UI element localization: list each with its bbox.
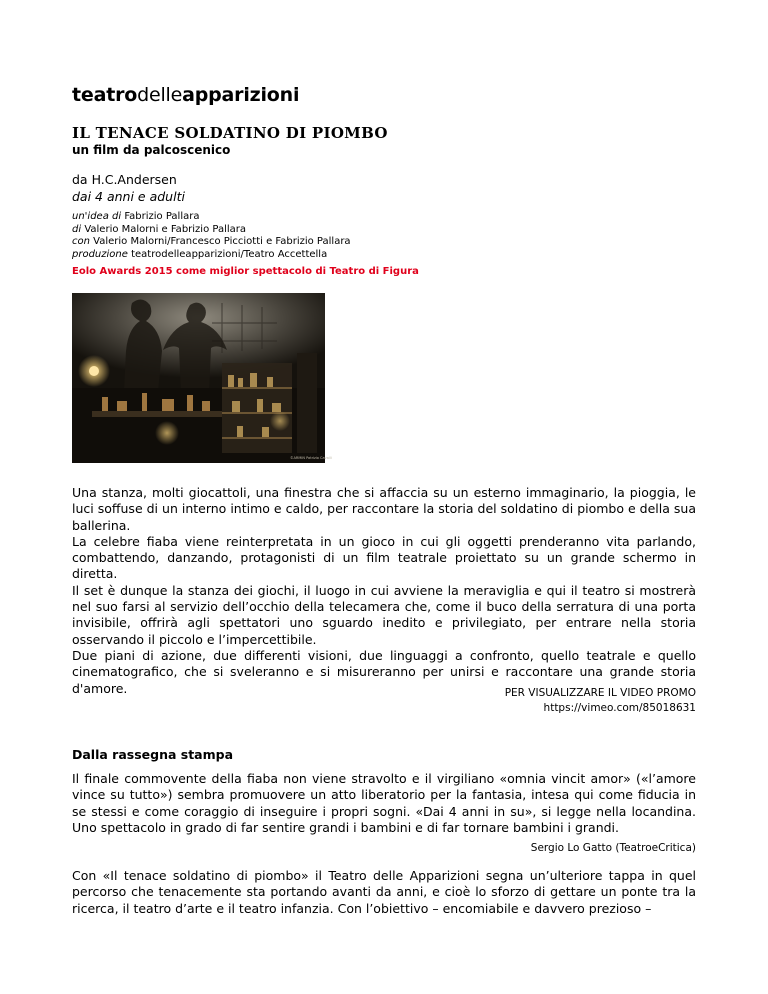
press-quote [72, 868, 696, 917]
description-paragraph: Una stanza, molti giocattoli, una finestra che si affaccia su un esterno immaginario, la pioggia, le luci soffuse di un interno intimo e caldo, per raccontare la storia del soldatino di piombo e della sua ballerina. [72, 485, 696, 533]
credit-line: un'idea di Fabrizio Pallara [72, 211, 200, 222]
stage-photo [72, 293, 332, 463]
show-subtitle: un film da palcoscenico [72, 143, 231, 157]
show-title: IL TENACE SOLDATINO DI PIOMBO [72, 124, 388, 142]
description-paragraph: La celebre fiaba viene reinterpretata in un gioco in cui gli oggetti prenderanno vita parlando, combattendo, danzando, protagonisti di un film teatrale proiettato su un grande schermo in diretta. [72, 533, 696, 582]
age-range: dai 4 anni e adulti [72, 189, 185, 204]
photo-credit: ©ARMIN Patrizio Cavalli [290, 456, 332, 460]
company-logo-text [72, 84, 299, 106]
video-promo-link[interactable]: https://vimeo.com/85018631 [543, 701, 696, 714]
press-quote-text: Il finale commovente della fiaba non viene stravolto e il virgiliano «omnia vincit amor» («l’amore vince su tutto») sembra promuovere un atto liberatorio per la fantasia, intesa qui come fiducia in se stessi e come coraggio di inseguire i propri sogni. «Dai 4 anni in su», si legge nella locandina. Uno spettacolo in grado di far sentire grandi i bambini e di far tornare bambini i grandi. [72, 771, 696, 835]
description-paragraph: Il set è dunque la stanza dei giochi, il luogo in cui avviene la meraviglia e qui il teatro si mostrerà nel suo farsi al servizio dell’occhio della telecamera che, come il buco della serratura di una porta invisibile, offrirà agli spettatori uno sguardo inedito e privilegiato, per entrare nella storia osservando il piccolo e l’impercettibile. [72, 582, 696, 647]
press-heading: Dalla rassegna stampa [72, 747, 234, 762]
description-paragraph: Due piani di azione, due differenti visioni, due linguaggi a confronto, quello teatrale e quello cinematografico, che si sveleranno e si misureranno per unirsi e raccontare una grande storia d'amore. [72, 647, 696, 696]
press-source: Sergio Lo Gatto (TeatroeCritica) [530, 842, 696, 854]
brand-part-teatro: teatro [72, 84, 138, 106]
press-quote [72, 771, 696, 836]
brand-part-apparizioni: apparizioni [182, 84, 300, 106]
show-description [72, 485, 696, 697]
award-note: Eolo Awards 2015 come miglior spettacolo di Teatro di Figura [72, 266, 419, 277]
credit-line: con Valerio Malorni/Francesco Picciotti e Fabrizio Pallara [72, 236, 351, 247]
credit-line: di Valerio Malorni e Fabrizio Pallara [72, 223, 247, 235]
video-promo-block [505, 686, 696, 715]
press-quote-text: Con «Il tenace soldatino di piombo» il Teatro delle Apparizioni segna un’ulteriore tappa in quel percorso che tenacemente sta portando avanti da anni, e cioè lo sforzo di gettare un ponte tra la ricerca, il teatro d’arte e il teatro infanzia. Con l’obiettivo – encomiabile e davvero prezioso – [72, 868, 696, 916]
video-promo-label: PER VISUALIZZARE IL VIDEO PROMO [504, 687, 696, 699]
brand-part-delle: delle [137, 84, 183, 106]
credits-block [72, 211, 351, 261]
source-author: da H.C.Andersen [72, 172, 177, 187]
credit-line: produzione teatrodelleapparizioni/Teatro Accettella [72, 248, 328, 260]
